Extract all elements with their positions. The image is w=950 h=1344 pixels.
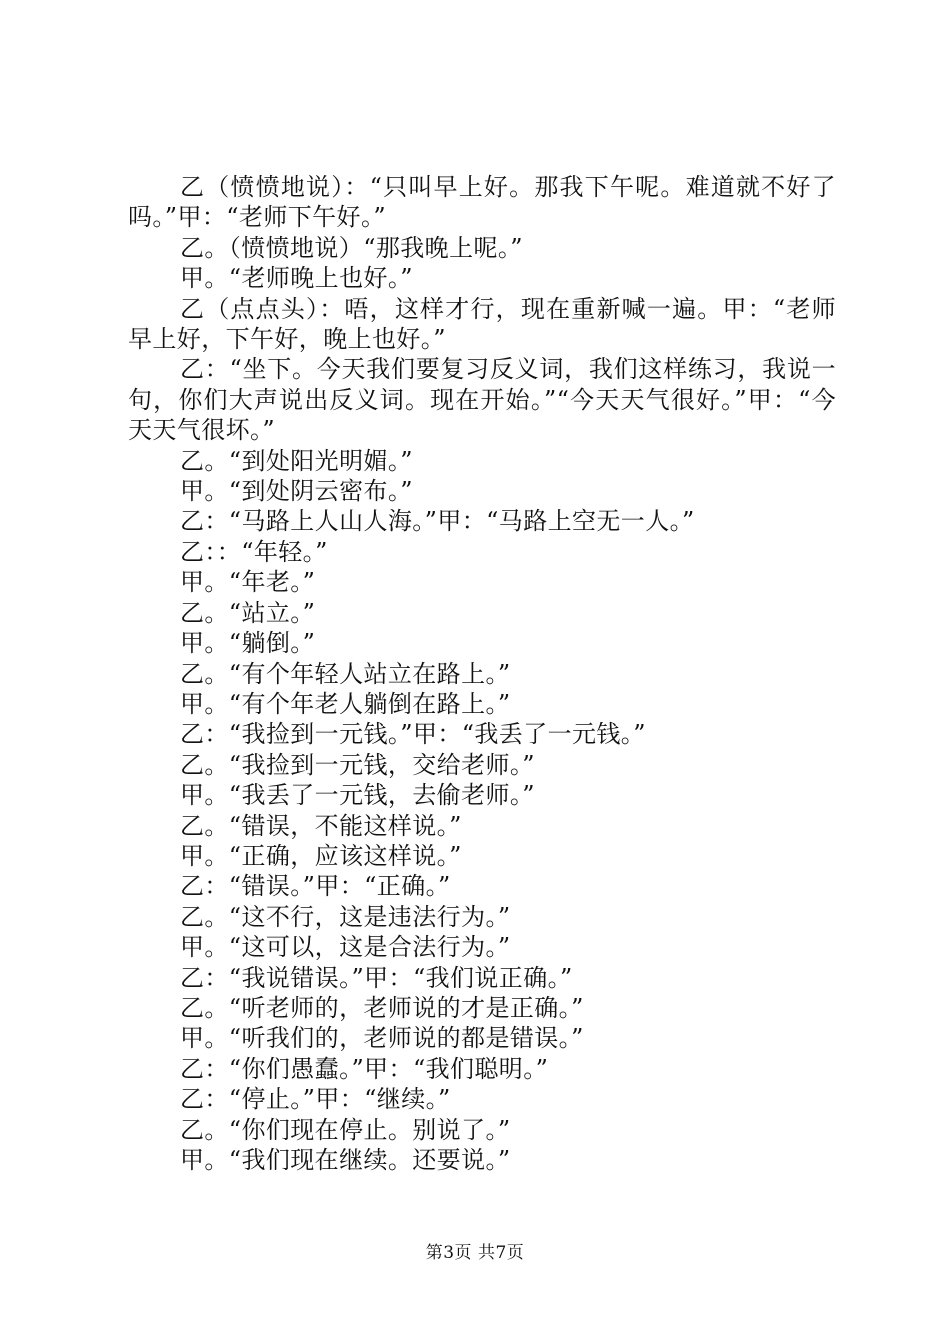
paragraph: 甲。“这可以，这是合法行为。” bbox=[180, 933, 511, 962]
paragraph: 乙：“我说错误。”甲：“我们说正确。” bbox=[180, 963, 573, 992]
paragraph: 乙。“有个年轻人站立在路上。” bbox=[180, 659, 511, 688]
paragraph: 乙：：“年轻。” bbox=[180, 537, 328, 566]
paragraph: 乙：“我捡到一元钱。”甲：“我丢了一元钱。” bbox=[180, 720, 646, 749]
paragraph: 甲。“躺倒。” bbox=[180, 629, 316, 658]
paragraph: 乙。“站立。” bbox=[180, 598, 316, 627]
paragraph: 乙：“停止。”甲：“继续。” bbox=[180, 1085, 451, 1114]
paragraph: 乙：“马路上人山人海。”甲：“马路上空无一人。” bbox=[180, 507, 695, 536]
paragraph: 乙。“听老师的，老师说的才是正确。” bbox=[180, 993, 584, 1022]
paragraph: 乙。（愤愤地说）“那我晚上呢。” bbox=[180, 233, 523, 262]
paragraph: 乙（点点头）：唔，这样才行，现在重新喊一遍。甲：“老师早上好，下午好，晚上也好。” bbox=[128, 294, 836, 354]
paragraph: 甲。“我丢了一元钱，去偷老师。” bbox=[180, 781, 535, 810]
paragraph: 甲。“年老。” bbox=[180, 568, 316, 597]
paragraph: 乙。“你们现在停止。别说了。” bbox=[180, 1115, 511, 1144]
page-number-footer: 第3页 共7页 bbox=[425, 1243, 525, 1263]
paragraph: 甲。“到处阴云密布。” bbox=[180, 477, 413, 506]
paragraph: 乙。“错误，不能这样说。” bbox=[180, 811, 462, 840]
paragraph: 甲。“听我们的，老师说的都是错误。” bbox=[180, 1024, 584, 1053]
paragraph: 甲。“正确，应该这样说。” bbox=[180, 841, 462, 870]
paragraph: 乙（愤愤地说）：“只叫早上好。那我下午呢。难道就不好了吗。”甲：“老师下午好。” bbox=[128, 173, 836, 232]
paragraph: 甲。“有个年老人躺倒在路上。” bbox=[180, 689, 511, 718]
paragraph: 乙：“坐下。今天我们要复习反义词，我们这样练习，我说一句，你们大声说出反义词。现在开始。”“今天天气很好。”甲：“今天天气很坏。” bbox=[128, 355, 836, 445]
paragraph: 乙。“我捡到一元钱，交给老师。” bbox=[180, 750, 535, 779]
paragraph: 乙。“到处阳光明媚。” bbox=[180, 446, 413, 475]
paragraph: 甲。“老师晚上也好。” bbox=[180, 264, 413, 293]
paragraph: 甲。“我们现在继续。还要说。” bbox=[180, 1146, 511, 1174]
dialogue-body bbox=[128, 172, 836, 1175]
paragraph: 乙。“这不行，这是违法行为。” bbox=[180, 902, 511, 931]
paragraph: 乙：“错误。”甲：“正确。” bbox=[180, 872, 451, 901]
paragraph: 乙：“你们愚蠢。”甲：“我们聪明。” bbox=[180, 1054, 549, 1083]
